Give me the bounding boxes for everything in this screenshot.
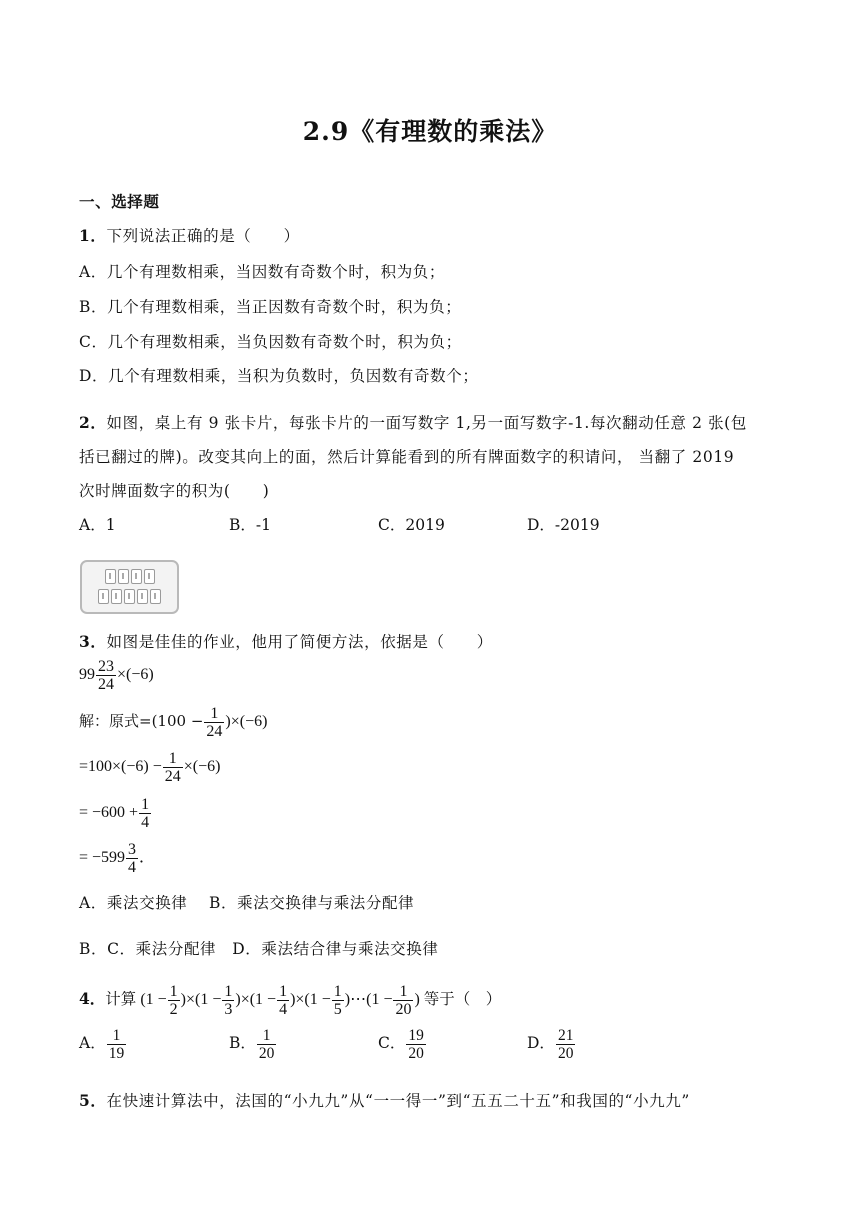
question-4-stem-head: 计算 [105, 990, 137, 1009]
fraction [204, 705, 224, 740]
question-2-option-b: B．-1 [229, 516, 271, 534]
card [137, 589, 148, 604]
question-4-option-c [378, 1027, 427, 1062]
numerator: 1 [399, 983, 408, 1000]
expr-tail: ×(−6) [117, 666, 154, 684]
numerator: 1 [262, 1027, 271, 1044]
numerator: 1 [169, 983, 178, 1000]
step-head: = −600 + [79, 804, 139, 822]
question-5 [79, 1089, 690, 1111]
question-1-stem: 下列说法正确的是（ ） [106, 227, 300, 245]
fraction [556, 1027, 576, 1062]
q3-solution-step-2 [79, 750, 220, 785]
option-label: D． [527, 1034, 555, 1053]
question-2-number: 2． [79, 413, 107, 432]
denominator: 3 [224, 1001, 233, 1018]
question-5-number: 5． [79, 1091, 107, 1110]
denominator: 20 [395, 1001, 412, 1018]
question-4-option-d [527, 1027, 576, 1062]
fraction [222, 983, 234, 1018]
question-1-option-b: B．几个有理数相乘，当正因数有奇数个时，积为负； [79, 298, 462, 316]
denominator: 24 [98, 676, 114, 693]
denominator: 19 [108, 1045, 125, 1062]
fraction [257, 1027, 277, 1062]
question-4 [79, 983, 501, 1018]
step-tail: ． [139, 849, 156, 867]
fraction [96, 658, 116, 693]
denominator: 20 [258, 1045, 275, 1062]
question-3-number: 3． [79, 632, 107, 651]
question-2-text-1: 如图，桌上有 9 张卡片，每张卡片的一面写数字 1,另一面写数字-1.每次翻动任意 2 张(包 [106, 414, 747, 432]
step-head: 解：原式=(100 − [79, 712, 204, 731]
question-4-option-a [79, 1027, 127, 1062]
question-3 [79, 630, 493, 652]
denominator: 24 [206, 723, 223, 740]
numerator: 1 [141, 796, 150, 813]
step-head: =100×(−6) − [79, 758, 162, 776]
question-1-option-c: C．几个有理数相乘，当负因数有奇数个时，积为负； [79, 333, 462, 351]
fraction [107, 1027, 127, 1062]
denominator: 4 [279, 1001, 288, 1018]
question-4-number: 4． [79, 989, 106, 1009]
numerator: 1 [224, 983, 233, 1000]
question-4-stem-tail: 等于（ ） [423, 990, 502, 1009]
fraction [277, 983, 289, 1018]
question-1-number: 1． [79, 226, 107, 245]
card [150, 589, 161, 604]
numerator: 21 [557, 1027, 574, 1044]
fraction [168, 983, 180, 1018]
numerator: 3 [128, 841, 137, 858]
card [144, 569, 155, 584]
option-label: A． [79, 1034, 106, 1053]
fraction [139, 796, 151, 831]
question-3-options-cd: B．C．乘法分配律 D．乘法结合律与乘法交换律 [79, 940, 439, 958]
question-1-option-d: D．几个有理数相乘，当积为负数时，负因数有奇数个； [79, 367, 479, 385]
numerator: 23 [98, 658, 114, 675]
numerator: 1 [279, 983, 288, 1000]
numerator: 19 [408, 1027, 424, 1044]
denominator: 4 [128, 859, 137, 876]
card [131, 569, 142, 584]
question-2-line-2: 括已翻过的牌)。改变其向上的面，然后计算能看到的所有牌面数字的积请问， 当翻了 2019 [79, 448, 735, 466]
numerator: 1 [210, 705, 219, 722]
denominator: 4 [141, 814, 150, 831]
question-1 [79, 224, 300, 246]
fraction [163, 750, 183, 785]
card [118, 569, 129, 584]
step-tail: ×(−6) [183, 758, 221, 776]
mixed-whole: 99 [79, 666, 95, 684]
fraction [126, 841, 138, 876]
q3-expression [79, 658, 154, 693]
question-2-option-a: A．1 [79, 516, 116, 534]
question-2-option-d: D．-2019 [527, 516, 600, 534]
numerator: 1 [168, 750, 177, 767]
q3-solution-step-1 [79, 705, 267, 740]
question-2-line-1 [79, 411, 747, 433]
fraction [393, 983, 413, 1018]
card [111, 589, 122, 604]
fraction [406, 1027, 426, 1062]
question-5-text: 在快速计算法中，法国的“小九九”从“一一得一”到“五五二十五”和我国的“小九九” [106, 1092, 690, 1110]
denominator: 20 [557, 1045, 574, 1062]
page-title: 2.9《有理数的乘法》 [302, 117, 558, 146]
question-3-stem: 如图是佳佳的作业，他用了简便方法，依据是（ ） [106, 633, 493, 651]
denominator: 24 [164, 768, 181, 785]
q3-solution-step-3 [79, 796, 152, 831]
card [105, 569, 116, 584]
question-2-line-3: 次时牌面数字的积为( ) [79, 482, 270, 500]
card [98, 589, 109, 604]
numerator: 1 [333, 983, 342, 1000]
question-3-options-ab: A．乘法交换律 B．乘法交换律与乘法分配律 [79, 894, 415, 912]
denominator: 2 [169, 1001, 178, 1018]
question-4-option-b [229, 1027, 277, 1062]
denominator: 20 [408, 1045, 424, 1062]
question-2-option-c: C．2019 [378, 516, 445, 534]
step-tail: )×(−6) [225, 713, 268, 731]
product-expression: (1 − $\frac{1}{2}$ )×(1 − $\frac{1}{3}$ )×(1 − $\frac{1}{4}$ )×(1 − $\frac{1}{5}$ )⋯(1 − $\frac{1}{20}$ ) [140, 983, 420, 1018]
q3-solution-step-4 [79, 841, 155, 876]
card-row-bottom [82, 589, 177, 608]
numerator: 1 [112, 1027, 121, 1044]
fraction [332, 983, 344, 1018]
question-1-option-a: A．几个有理数相乘，当因数有奇数个时，积为负； [79, 263, 445, 281]
step-head: = −599 [79, 849, 126, 867]
section-heading: 一、选择题 [79, 192, 160, 211]
card [124, 589, 135, 604]
option-label: C． [378, 1034, 406, 1053]
card-figure [80, 560, 179, 614]
option-label: B． [229, 1034, 256, 1053]
card-row-top [82, 569, 177, 588]
denominator: 5 [333, 1001, 342, 1018]
